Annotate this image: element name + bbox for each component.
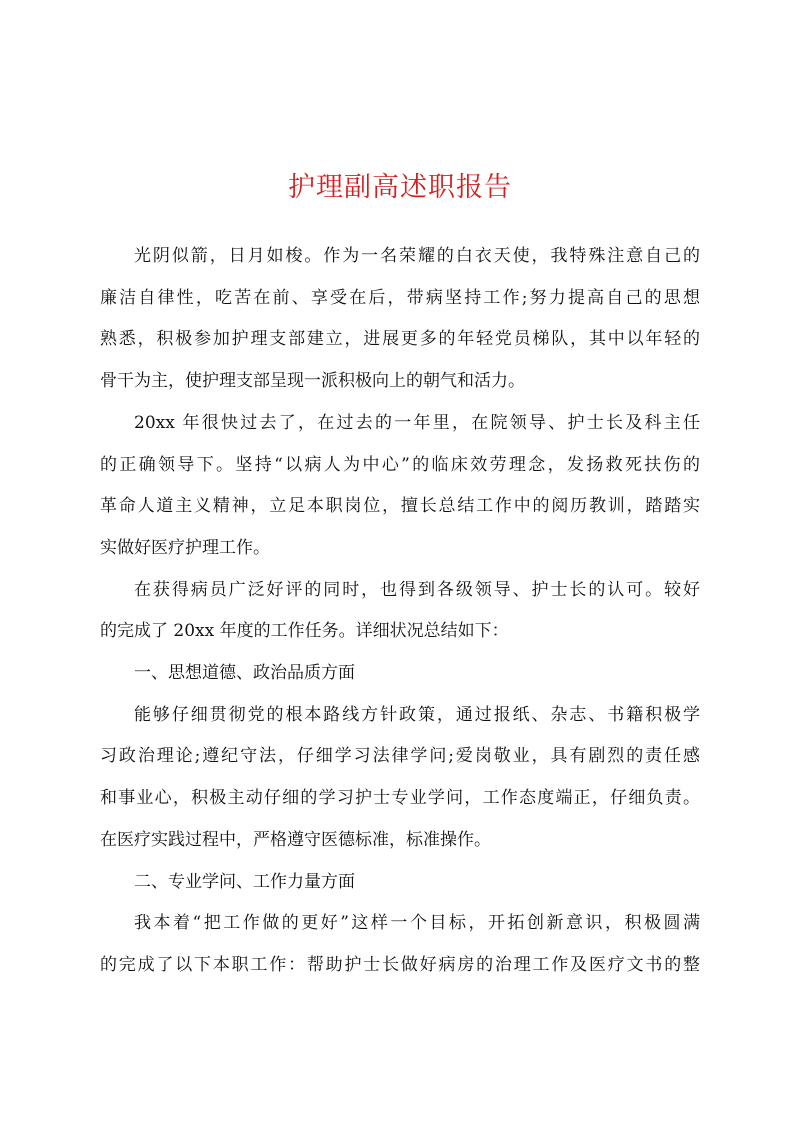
- section-heading: 一、思想道德、政治品质方面: [134, 663, 355, 684]
- text-line: 实做好医疗护理工作。: [100, 537, 270, 558]
- text-line: 在医疗实践过程中，严格遵守医德标准，标准操作。: [100, 829, 491, 850]
- text-line: 20xx 年很快过去了，在过去的一年里，在院领导、护士长及科主任: [134, 412, 700, 433]
- paragraph-1: [100, 236, 700, 403]
- text-line: 的完成了 20xx 年度的工作任务。详细状况总结如下：: [100, 621, 509, 642]
- section-heading: 二、专业学问、工作力量方面: [134, 871, 355, 892]
- text-line: 廉洁自律性，吃苦在前、享受在后，带病坚持工作;努力提高自己的思想: [100, 287, 700, 308]
- document-body: [100, 236, 700, 987]
- text-line: 我本着“把工作做的更好”这样一个目标，开拓创新意识，积极圆满: [134, 913, 700, 934]
- text-line: 革命人道主义精神，立足本职岗位，擅长总结工作中的阅历教训，踏踏实: [100, 496, 700, 517]
- text-line: 光阴似箭，日月如梭。作为一名荣耀的白衣天使，我特殊注意自己的: [134, 246, 700, 266]
- section-heading-1: [100, 653, 700, 695]
- text-line: 熟悉，积极参加护理支部建立，进展更多的年轻党员梯队，其中以年轻的: [100, 329, 700, 350]
- text-line: 在获得病员广泛好评的同时，也得到各级领导、护士长的认可。较好: [134, 579, 700, 600]
- document-title: 护理副高述职报告: [288, 172, 512, 203]
- text-line: 习政治理论;遵纪守法，仔细学习法律学问;爱岗敬业，具有剧烈的责任感: [100, 746, 700, 767]
- text-line: 能够仔细贯彻党的根本路线方针政策，通过报纸、杂志、书籍积极学: [134, 704, 700, 725]
- text-line: 的正确领导下。坚持“以病人为中心”的临床效劳理念，发扬救死扶伤的: [100, 454, 700, 475]
- text-line: 和事业心，积极主动仔细的学习护士专业学问，工作态度端正，仔细负责。: [100, 788, 700, 809]
- paragraph-4: [100, 695, 700, 862]
- section-heading-2: [100, 862, 700, 904]
- text-line: 骨干为主，使护理支部呈现一派积极向上的朝气和活力。: [100, 371, 525, 392]
- paragraph-5: [100, 903, 700, 986]
- paragraph-3: [100, 570, 700, 653]
- paragraph-2: [100, 403, 700, 570]
- text-line: 的完成了以下本职工作：帮助护士长做好病房的治理工作及医疗文书的整: [100, 954, 700, 975]
